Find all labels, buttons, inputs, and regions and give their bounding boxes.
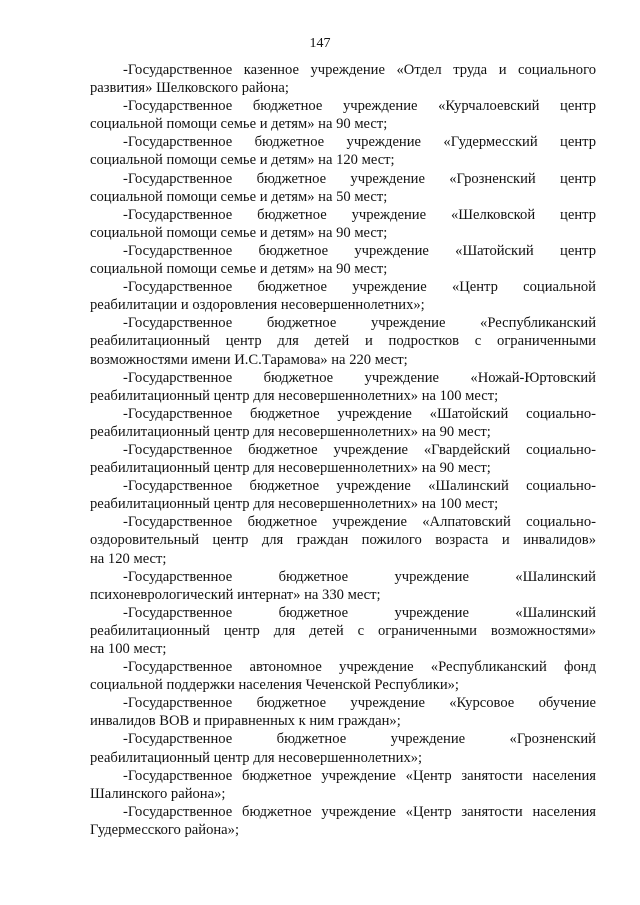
list-item-line: развития» Шелковского района; — [90, 80, 289, 97]
list-item-line: инвалидов ВОВ и приравненных к ним граждан»; — [90, 713, 401, 730]
list-item-line: социальной помощи семье и детям» на 90 мест; — [90, 116, 388, 133]
list-item-first-line: -Государственное бюджетное учреждение «Центр социальной — [123, 279, 596, 296]
list-item — [90, 568, 596, 604]
list-item-first-line: -Государственное бюджетное учреждение «Курчалоевский центр — [123, 98, 596, 115]
list-item — [90, 694, 596, 730]
list-item-line: оздоровительный центр для граждан пожилого возраста и инвалидов» — [90, 532, 596, 549]
list-item-line: реабилитационный центр для несовершеннолетних» на 100 мест; — [90, 496, 499, 513]
list-item-first-line: -Государственное автономное учреждение «Республиканский фонд — [123, 659, 596, 676]
list-item — [90, 242, 596, 278]
list-item-line: возможностями имени И.С.Тарамова» на 220 мест; — [90, 351, 408, 368]
list-item — [90, 658, 596, 694]
list-item-line: реабилитации и оздоровления несовершеннолетних»; — [90, 297, 425, 314]
list-item-line: реабилитационный центр для детей и подростков с ограниченными — [90, 333, 596, 350]
list-item — [90, 278, 596, 314]
list-item-line: социальной помощи семье и детям» на 50 мест; — [90, 188, 388, 205]
list-item-first-line: -Государственное бюджетное учреждение «Шалинский — [123, 568, 596, 585]
list-item-first-line: -Государственное бюджетное учреждение «Грозненский центр — [123, 170, 596, 187]
list-item-first-line: -Государственное бюджетное учреждение «Шатойский центр — [123, 242, 596, 259]
list-item-line: реабилитационный центр для несовершеннолетних» на 90 мест; — [90, 423, 491, 440]
list-item-first-line: -Государственное бюджетное учреждение «Шалинский — [123, 604, 596, 621]
list-item-first-line: -Государственное бюджетное учреждение «Шалинский социально- — [123, 478, 596, 495]
list-item — [90, 369, 596, 405]
list-item — [90, 61, 596, 97]
list-item — [90, 441, 596, 477]
page-number: 147 — [309, 36, 331, 51]
list-item-line: социальной поддержки населения Чеченской Республики»; — [90, 677, 459, 694]
list-item — [90, 133, 596, 169]
list-item — [90, 405, 596, 441]
list-item-first-line: -Государственное бюджетное учреждение «Гвардейский социально- — [123, 441, 596, 458]
list-item — [90, 604, 596, 658]
list-item-first-line: -Государственное бюджетное учреждение «Шатойский социально- — [123, 405, 596, 422]
list-item — [90, 767, 596, 803]
list-item-first-line: -Государственное казенное учреждение «Отдел труда и социального — [123, 62, 596, 78]
list-item — [90, 170, 596, 206]
list-item-line: реабилитационный центр для несовершеннолетних»; — [90, 749, 423, 766]
list-item-line: реабилитационный центр для несовершеннолетних» на 90 мест; — [90, 460, 491, 477]
list-item-first-line: -Государственное бюджетное учреждение «Грозненский — [123, 731, 596, 748]
list-item — [90, 730, 596, 766]
list-item-line: на 100 мест; — [90, 641, 167, 657]
list-item — [90, 314, 596, 368]
list-item — [90, 477, 596, 513]
list-item-first-line: -Государственное бюджетное учреждение «Курсовое обучение — [123, 695, 596, 712]
list-item-first-line: -Государственное бюджетное учреждение «Ножай-Юртовский — [123, 369, 596, 386]
list-item-line: реабилитационный центр для несовершеннолетних» на 100 мест; — [90, 387, 499, 404]
list-item-first-line: -Государственное бюджетное учреждение «Республиканский — [123, 315, 596, 332]
list-item-line: Гудермесского района»; — [90, 821, 240, 838]
list-item — [90, 97, 596, 133]
list-item-line: Шалинского района»; — [90, 785, 226, 802]
document-body — [90, 61, 596, 839]
list-item-first-line: -Государственное бюджетное учреждение «Центр занятости населения — [123, 803, 596, 820]
list-item — [90, 206, 596, 242]
list-item-line: на 120 мест; — [90, 550, 167, 567]
list-item — [90, 513, 596, 567]
list-item-first-line: -Государственное бюджетное учреждение «Гудермесский центр — [123, 134, 596, 151]
list-item-line: психоневрологический интернат» на 330 мест; — [90, 586, 381, 603]
list-item-first-line: -Государственное бюджетное учреждение «Шелковской центр — [123, 206, 596, 223]
list-item-first-line: -Государственное бюджетное учреждение «Центр занятости населения — [123, 767, 596, 784]
list-item-line: социальной помощи семье и детям» на 90 мест; — [90, 224, 388, 241]
list-item-line: реабилитационный центр для детей с ограниченными возможностями» — [90, 622, 596, 639]
list-item — [90, 803, 596, 839]
list-item-line: социальной помощи семье и детям» на 90 мест; — [90, 261, 388, 278]
list-item-line: социальной помощи семье и детям» на 120 мест; — [90, 152, 395, 169]
list-item-first-line: -Государственное бюджетное учреждение «Алпатовский социально- — [123, 514, 596, 531]
